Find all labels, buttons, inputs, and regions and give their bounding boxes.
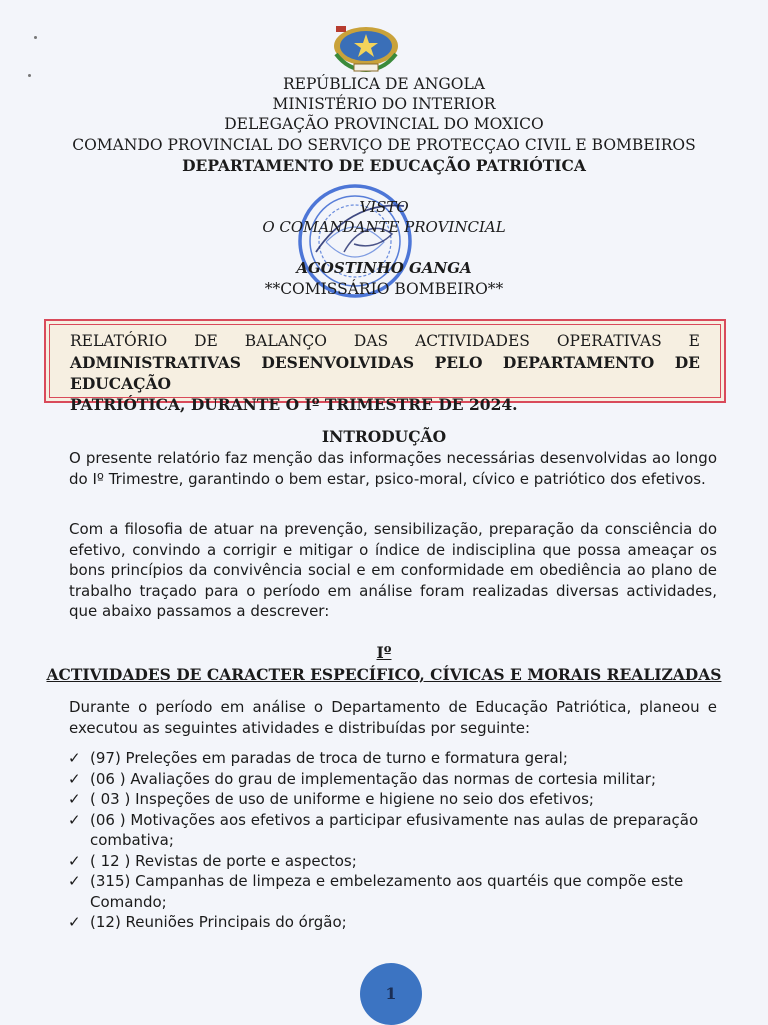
- section-title: ACTIVIDADES DE CARACTER ESPECÍFICO, CÍVICAS E MORAIS REALIZADAS: [46, 665, 722, 684]
- list-item: [68, 912, 728, 933]
- list-item-text: (06 ) Avaliações do grau de implementação das normas de cortesia militar;: [90, 769, 657, 788]
- list-item: [68, 851, 728, 872]
- approval-name: AGOSTINHO GANGA: [296, 259, 472, 277]
- intro-paragraph-1: O presente relatório faz menção das informações necessárias desenvolvidas ao longo do Iº Trimestre, garantindo o bem estar, psico-moral, cívico e patriótico dos efetivos.: [69, 449, 717, 488]
- header-republic: REPÚBLICA DE ANGOLA: [283, 75, 485, 93]
- approval-visto: VISTO: [359, 198, 409, 216]
- approval-role: O COMANDANTE PROVINCIAL: [262, 218, 506, 236]
- list-item: [68, 871, 728, 912]
- list-item-text: (315) Campanhas de limpeza e embelezamento aos quartéis que compõe este Comando;: [90, 872, 684, 911]
- report-title-line3: PATRIÓTICA, DURANTE O Iº TRIMESTRE DE 2024.: [70, 395, 518, 414]
- check-icon: ✓: [68, 769, 81, 788]
- header-department: DEPARTAMENTO DE EDUCAÇÃO PATRIÓTICA: [182, 156, 586, 175]
- section-number: Iº: [376, 643, 392, 662]
- check-icon: ✓: [68, 790, 81, 808]
- report-title-line1: RELATÓRIO DE BALANÇO DAS ACTIVIDADES OPERATIVAS E: [70, 332, 700, 350]
- list-item-text: (06 ) Motivações aos efetivos a participar efusivamente nas aulas de preparação combativa;: [90, 810, 699, 849]
- scan-speck: [34, 36, 37, 39]
- approval-rank: **COMISSÁRIO BOMBEIRO**: [264, 280, 504, 298]
- list-item-text: ( 03 ) Inspeções de uso de uniforme e higiene no seio dos efetivos;: [90, 790, 594, 808]
- header-delegation: DELEGAÇÃO PROVINCIAL DO MOXICO: [224, 115, 544, 133]
- check-icon: ✓: [68, 872, 81, 890]
- list-item-text: (12) Reuniões Principais do órgão;: [90, 913, 347, 931]
- coat-of-arms-emblem: [330, 24, 402, 74]
- list-item: [68, 769, 728, 790]
- check-icon: ✓: [68, 810, 81, 829]
- report-title: [70, 331, 700, 415]
- header-ministry: MINISTÉRIO DO INTERIOR: [272, 95, 496, 113]
- check-icon: ✓: [68, 851, 81, 870]
- list-item-text: ( 12 ) Revistas de porte e aspectos;: [90, 851, 357, 870]
- intro-paragraph-2: Com a filosofia de atuar na prevenção, sensibilização, preparação da consciência do efetivo, convindo a corrigir e mitigar o índice de indisciplina que possa ameaçar os bons princípios da convivência social e em conformidade em obediência ao plano de trabalho traçado para o período em análise foram realizadas diversas actividades, que abaixo passamos a descrever:: [69, 520, 717, 620]
- check-icon: ✓: [68, 913, 81, 931]
- page-number: 1: [360, 963, 422, 1025]
- list-item: [68, 810, 728, 851]
- report-title-box: [44, 319, 726, 414]
- activities-list: [68, 748, 728, 933]
- section-paragraph: Durante o período em análise o Departamento de Educação Patriótica, planeou e executou as seguintes atividades e distribuídas por seguinte:: [69, 698, 717, 737]
- report-title-line2: ADMINISTRATIVAS DESENVOLVIDAS PELO DEPARTAMENTO DE EDUCAÇÃO: [70, 353, 700, 393]
- intro-heading: INTRODUÇÃO: [321, 427, 447, 446]
- list-item: [68, 748, 728, 769]
- list-item: [68, 789, 728, 810]
- check-icon: ✓: [68, 749, 81, 767]
- header-command: COMANDO PROVINCIAL DO SERVIÇO DE PROTECÇAO CIVIL E BOMBEIROS: [72, 136, 696, 154]
- list-item-text: (97) Preleções em paradas de troca de turno e formatura geral;: [90, 749, 568, 767]
